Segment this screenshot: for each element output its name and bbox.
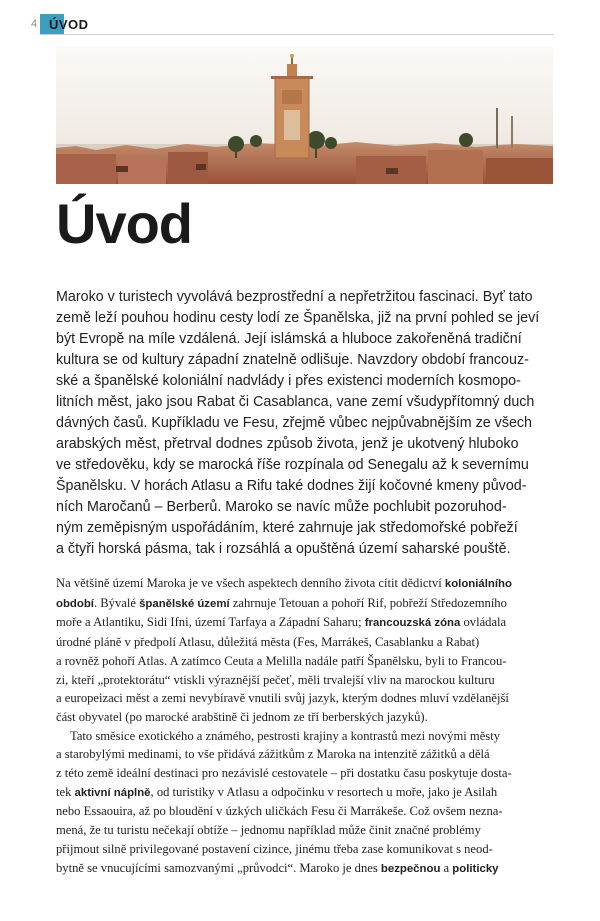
body-line: zi, kteří „protektorátu“ vtiskli výraznější pečeť, měli trvalejší vliv na marockou kulturu	[56, 672, 495, 687]
body-line	[56, 594, 553, 614]
body-line: mená, že tu turistu nečekají obtíže – jednomu například může činit značné problémy	[56, 823, 481, 838]
lead-line: země leží pouhou hodinu cesty lodí ze Španělska, již na první pohled se jeví	[56, 310, 540, 326]
body-line: a europeizaci měst a zemi nevybíravě vnutili svůj jazyk, kterým dodnes mluví vzdělanější	[56, 691, 509, 706]
building	[486, 158, 553, 184]
lead-line: ve středověku, kdy se marocká říše rozpínala od Senegalu až k severnímu	[56, 457, 529, 473]
highlight-term: aktivní náplně	[74, 786, 151, 799]
lead-paragraph	[56, 287, 553, 560]
lead-line: ních Maročanů – Berberů. Maroko se navíc může pochlubit pozoruhod-	[56, 499, 507, 515]
lead-line: arabských měst, přetrval dodnes způsob života, jenž je ukotvený hluboko	[56, 436, 519, 452]
text-run: zahrnuje Tetouan a pohoří Rif, pobřeží Středozemního	[229, 595, 507, 610]
window	[116, 166, 128, 172]
text-run: moře a Atlantiku, Sidi Ifni, území Tarfaya a Západní Saharu;	[56, 615, 365, 630]
lead-line: litních měst, jako jsou Rabat či Casablanca, vane zemí všudypřítomný duch	[56, 394, 535, 410]
body-text	[56, 574, 553, 878]
marrakech-skyline-illustration	[56, 46, 553, 184]
body-line: z této země ideální destinaci pro nezávislé cestovatele – při dostatku času poskytuje dosta-	[56, 766, 512, 781]
text-run: tek	[56, 784, 75, 799]
body-line: a starobylými medinami, to vše přidává zážitkům z Maroka na intenzitě zážitků a dělá	[56, 747, 490, 762]
text-run: Na většině území Maroka je ve všech aspektech denního života cítit dědictví	[56, 576, 445, 590]
body-line: část obyvatel (po marocké arabštině či jednom ze tří berberských jazyků).	[56, 709, 428, 724]
highlight-term: politicky	[452, 862, 499, 875]
lead-line: ské a španělské koloniální nadvlády i přes existenci moderních kosmopo-	[56, 373, 521, 389]
lead-line: a čtyři horská pásma, tak i rozsáhlá a opuštěná území saharské pouště.	[56, 541, 511, 557]
highlight-term: bezpečnou	[380, 862, 441, 875]
distant-minaret	[511, 116, 513, 148]
body-line	[56, 613, 553, 633]
body-line: nebo Essaouira, až po bloudění v úzkých uličkách Fesu či Marrákeše. Což ovšem nezna-	[56, 804, 503, 819]
highlight-term: španělské území	[139, 597, 230, 610]
hero-photo-marrakech	[56, 46, 553, 184]
building	[428, 150, 483, 184]
lead-line: ným zeměpisným uspořádáním, které zahrnuje jak středomořské pobřeží	[56, 520, 518, 536]
body-line: přijmout silně privilegované postavení cizince, jinému třeba zase komunikovat s neod-	[56, 841, 493, 856]
body-line: a rovněž pohoří Atlas. A zatímco Ceuta a Melilla nadále patří Španělsku, byli to Francou-	[56, 653, 507, 668]
lead-line: kultura se od kultury západní znatelně odlišuje. Navzdory období francouz-	[56, 352, 529, 368]
window	[196, 164, 206, 170]
window	[386, 168, 398, 174]
highlight-term: období	[56, 597, 94, 610]
body-line: Tato směsice exotického a známého, pestrosti krajiny a kontrastů mezi novými městy	[70, 728, 500, 743]
text-run: , od turistiky v Atlasu a odpočinku v resortech u moře, jako je Asilah	[150, 784, 498, 799]
lead-line: být Evropě na míle vzdálená. Její islámská a hluboce zakořeněná tradiční	[56, 331, 522, 347]
lead-line: Španělsku. V horách Atlasu a Rifu také dodnes žijí kočovné kmeny původ-	[56, 478, 527, 494]
lead-line: dávných časů. Kupříkladu ve Fesu, zřejmě vůbec nejpůvabnějším ze všech	[56, 415, 533, 431]
text-run: bytně se vnucujícími samozvanými „průvodci“. Maroko je dnes	[56, 860, 381, 875]
body-line	[56, 783, 553, 803]
distant-minaret	[496, 108, 498, 148]
text-run: . Bývalé	[93, 595, 140, 610]
highlight-term: koloniálního	[444, 578, 512, 590]
lead-line: Maroko v turistech vyvolává bezprostřední a nepřetržitou fascinaci. Byť tato	[56, 289, 533, 305]
highlight-term: francouzská zóna	[364, 617, 461, 630]
text-run: ovládala	[460, 615, 507, 630]
body-line: úrodné pláně v předpolí Atlasu, důležitá města (Fes, Marrákeš, Casablanku a Rabat)	[56, 635, 480, 650]
body-line	[56, 574, 553, 594]
text-run: a	[440, 860, 453, 875]
body-line	[56, 859, 553, 879]
header-divider	[40, 34, 554, 35]
page-title: Úvod	[56, 192, 192, 255]
page-number: 4	[31, 18, 38, 30]
chapter-heading: ÚVOD	[49, 17, 89, 32]
building	[56, 154, 116, 184]
